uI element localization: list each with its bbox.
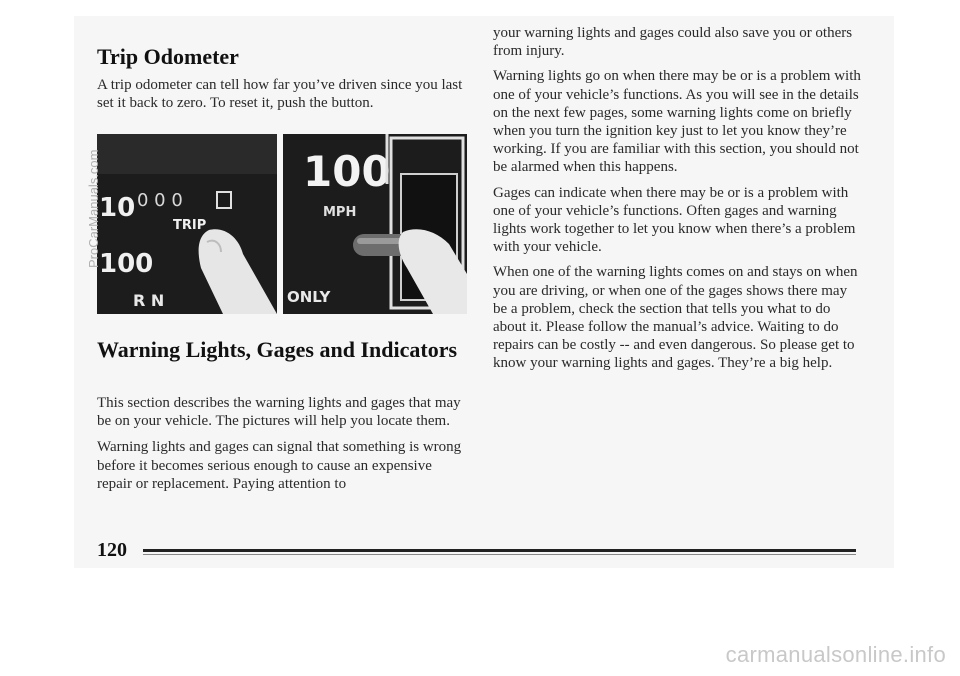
speed-value: 100 [303, 147, 391, 196]
trip-odometer-photo [97, 134, 277, 314]
trip-odometer-illustration [97, 134, 277, 314]
right-paragraph-4: When one of the warning lights comes on and stays on when you are driving, or when one of the gages shows there may be a problem, check the section that tells you what to do about it. Please follow the manual’s advice. Waiting to do repairs can be costly -- and even dangerous. So please get to know your warning lights and gages. They’re a big help. [493, 264, 858, 372]
side-watermark: ProCarManuals.com [86, 149, 101, 268]
only-label: ONLY [287, 288, 331, 306]
right-paragraph-2: Warning lights go on when there may be or is a problem with one of your vehicle’s functions. As you will see in the details on the next few pages, some warning lights come on briefly when you turn the ignition key just to let you know they’re working. If you are familiar with this section, you should not be alarmed when this happens. [493, 68, 861, 176]
warning-lights-heading: Warning Lights, Gages and Indicators [97, 337, 458, 362]
trip-odometer-section [97, 44, 467, 112]
warning-lights-intro [97, 394, 467, 493]
odometer-photos [97, 134, 467, 314]
odometer-left-number-top: 10 [99, 193, 136, 223]
speedometer-illustration [283, 134, 467, 314]
right-column-text [493, 24, 863, 373]
footer-rule-thin [143, 554, 856, 555]
warning-paragraph-2: Warning lights and gages can signal that something is wrong before it becomes serious enough to cause an expensive repair or replacement. Paying attention to [97, 439, 462, 492]
trip-label: TRIP [173, 218, 207, 233]
page-number: 120 [97, 539, 127, 561]
warning-paragraph-1: This section describes the warning lights and gages that may be on your vehicle. The pictures will help you locate them. [97, 395, 461, 430]
right-paragraph-3: Gages can indicate when there may be or is a problem with one of your vehicle’s functions. Often gages and warning lights work together to let you know when there’s a problem with your vehicle. [493, 184, 856, 256]
footer-rule [143, 549, 856, 552]
odometer-left-number-mid: 100 [99, 249, 154, 279]
gear-letters: R N [133, 291, 165, 310]
odometer-digits: 0 0 0 [137, 190, 183, 211]
speed-unit: MPH [323, 205, 357, 220]
bottom-watermark: carmanualsonline.info [725, 642, 946, 667]
speedometer-photo [283, 134, 467, 314]
trip-odometer-body: A trip odometer can tell how far you’ve driven since you last set it back to zero. To reset it, push the button. [97, 77, 463, 112]
right-paragraph-1: your warning lights and gages could also save you or others from injury. [493, 25, 853, 60]
trip-odometer-heading: Trip Odometer [97, 44, 239, 69]
